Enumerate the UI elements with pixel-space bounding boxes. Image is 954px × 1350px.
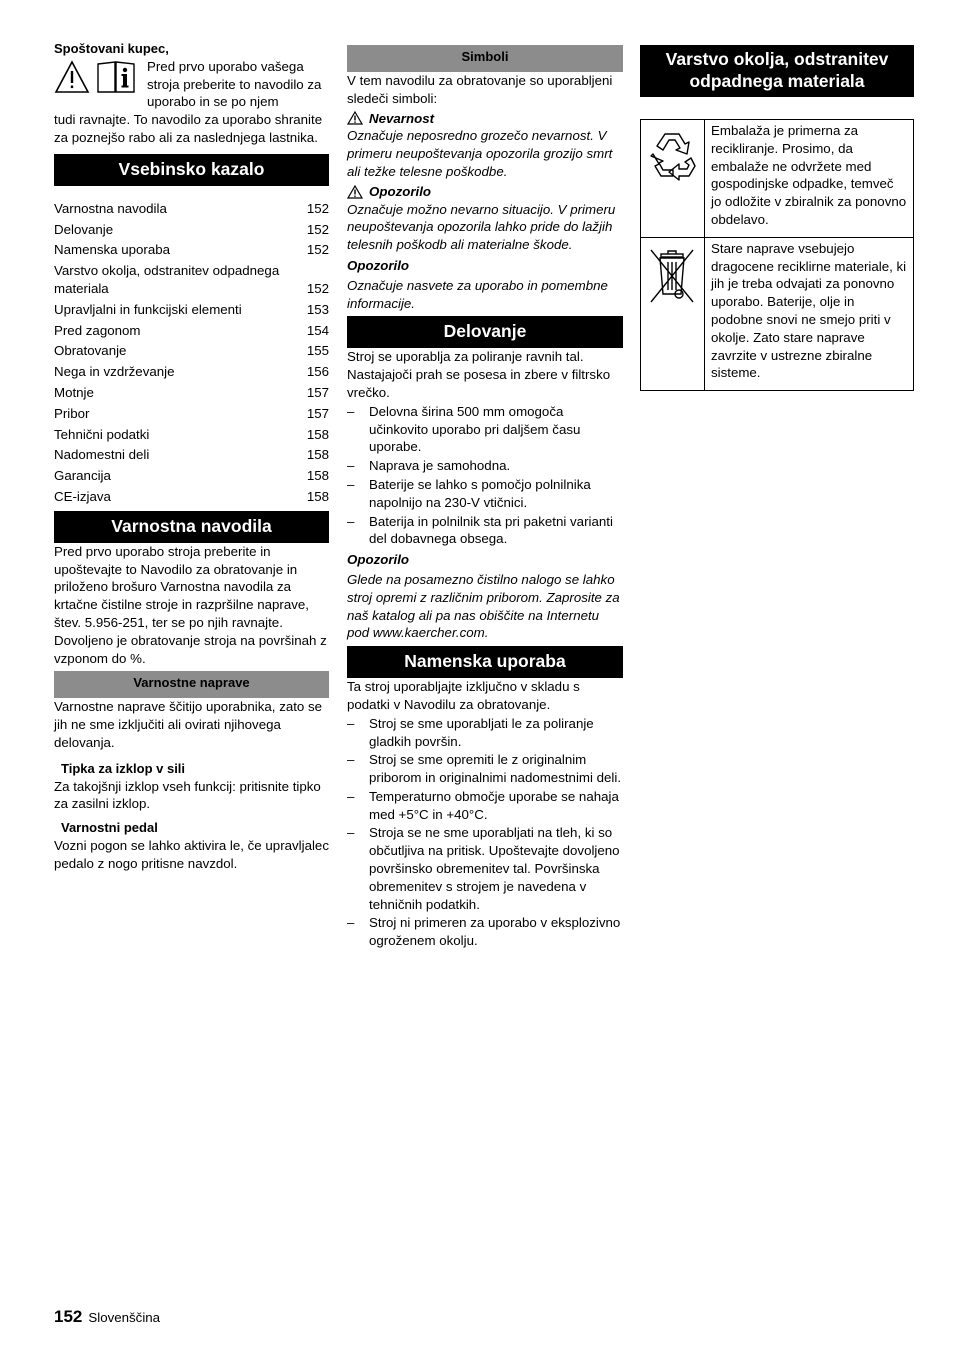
warning-label-row xyxy=(347,183,623,201)
toc-row[interactable] xyxy=(54,322,329,340)
symbols-intro: V tem navodilu za obratovanje so uporabljeni sledeči simboli: xyxy=(347,73,613,106)
toc-page: 154 xyxy=(306,322,329,338)
note-label: Opozorilo xyxy=(347,257,410,273)
safety-heading: Varnostna navodila xyxy=(54,511,329,543)
column-middle xyxy=(347,45,623,950)
toc-label: Varstvo okolja, odstranitev odpadnega materiala xyxy=(54,263,280,296)
list-item: – Stroj se sme opremiti le z originalnim priborom in originalnimi nadomestnimi deli. xyxy=(347,751,623,787)
environment-heading: Varstvo okolja, odstranitev odpadnega materiala xyxy=(640,45,914,97)
safety-devices-text: Varnostne naprave ščitijo uporabnika, zato se jih ne sme izključiti ali ovirati njihovega delovanja. xyxy=(54,699,323,750)
warning-triangle-icon xyxy=(347,111,363,125)
toc-row[interactable] xyxy=(54,241,329,259)
operation-note-text: Glede na posamezno čistilno nalogo se lahko stroj opremi z različnim priborom. Zaprosite za naš katalog ali pa nas obiščite na Internetu pod www.kaercher.com. xyxy=(347,571,620,641)
pedal-text: Vozni pogon se lahko aktivira le, če upravljalec pedalo z nogo pritisne navzdol. xyxy=(54,837,329,871)
toc-page: 152 xyxy=(306,221,329,237)
toc-page: 158 xyxy=(306,447,329,463)
toc-row[interactable] xyxy=(54,221,329,239)
toc-row[interactable] xyxy=(54,262,329,298)
toc-page: 158 xyxy=(306,488,329,504)
warning-triangle-icon xyxy=(54,60,90,94)
toc-page: 157 xyxy=(306,405,329,421)
toc-row[interactable] xyxy=(54,384,329,402)
toc-heading: Vsebinsko kazalo xyxy=(54,154,329,186)
list-item: – Temperaturno območje uporabe se nahaja med +5°C in +40°C. xyxy=(347,788,623,824)
intro-block xyxy=(54,58,329,147)
toc-row[interactable] xyxy=(54,200,329,218)
waste-devices-text: Stare naprave vsebujejo dragocene reciklirne materiale, ki jih je treba odvajati za ponovno uporabo. Baterije, olje in podobne snovi ne smejo priti v okolje. Zato stare naprave zavrzite v ustrezne zbiralne sisteme. xyxy=(705,237,914,390)
toc-label: Obratovanje xyxy=(54,343,127,359)
intro-icons xyxy=(54,60,138,96)
toc-row[interactable] xyxy=(54,405,329,423)
symbols-heading: Simboli xyxy=(347,45,623,72)
toc-page: 152 xyxy=(306,242,329,258)
toc-label: Namenska uporaba xyxy=(54,242,171,258)
toc-page: 155 xyxy=(306,343,329,359)
column-left xyxy=(54,40,329,872)
danger-text: Označuje neposredno grozečo nevarnost. V primeru neupoštevanja opozorila grozijo smrt ali težke telesne poškodbe. xyxy=(347,128,613,179)
toc-page: 158 xyxy=(306,468,329,484)
toc-label: Tehnični podatki xyxy=(54,426,150,442)
toc-label: Nega in vzdrževanje xyxy=(54,364,175,380)
estop-text: Za takojšnji izklop vseh funkcij: pritisnite tipko za zasilni izklop. xyxy=(54,778,321,812)
toc-label: Garancija xyxy=(54,468,111,484)
toc-page: 157 xyxy=(306,384,329,400)
toc-row[interactable] xyxy=(54,446,329,464)
operation-text: Stroj se uporablja za poliranje ravnih tal. Nastajajoči prah se posesa in zbere v filtrsko vrečko. xyxy=(347,349,611,400)
toc-page: 152 xyxy=(306,200,329,216)
operation-list xyxy=(347,403,623,548)
toc-label: Upravljalni in funkcijski elementi xyxy=(54,301,242,317)
intro-text-rest: tudi ravnajte. To navodilo za uporabo shranite za poznejšo rabo ali za naslednjega lastnika. xyxy=(54,112,323,145)
toc-label: Nadomestni deli xyxy=(54,447,150,463)
environment-table xyxy=(640,119,914,391)
estop-heading: Tipka za izklop v sili xyxy=(61,760,186,776)
toc-label: CE-izjava xyxy=(54,488,111,504)
toc-label: Pred zagonom xyxy=(54,322,141,338)
page-footer xyxy=(54,1308,160,1327)
footer-language: Slovenščina xyxy=(88,1310,161,1325)
danger-label: Nevarnost xyxy=(369,110,435,126)
warning-triangle-icon xyxy=(347,185,363,199)
list-item: – Stroj ni primeren za uporabo v eksplozivno ogroženem okolju. xyxy=(347,914,623,950)
crossed-bin-icon xyxy=(643,244,701,308)
toc-row[interactable] xyxy=(54,342,329,360)
intended-use-heading: Namenska uporaba xyxy=(347,646,623,678)
toc-page: 156 xyxy=(306,364,329,380)
toc-row[interactable] xyxy=(54,488,329,506)
toc-label: Motnje xyxy=(54,384,94,400)
toc-page: 158 xyxy=(306,426,329,442)
toc-page: 153 xyxy=(306,301,329,317)
operation-heading: Delovanje xyxy=(347,316,623,348)
table-cell-icon xyxy=(641,237,705,390)
safety-text: Pred prvo uporabo stroja preberite in upoštevajte to Navodilo za obratovanje in priloženo brošuro Varnostna navodila za krtačne čistilne stroje in razpršilne naprave, štev. 5.956-251, ter se po njih ravnajte. Dovoljeno je obratovanje stroja na površinah z vzponom do %. xyxy=(54,543,327,666)
warning-text: Označuje možno nevarno situacijo. V primeru neupoštevanja opozorila lahko pride do lažjih telesnih poškodb ali materialne škode. xyxy=(347,201,616,253)
list-item: – Stroj se sme uporabljati le za poliranje gladkih površin. xyxy=(347,715,623,751)
intro-text-start: Pred prvo uporabo vašega stroja preberite to navodilo za uporabo in se po njem xyxy=(147,58,322,110)
list-item: – Delovna širina 500 mm omogoča učinkovito uporabo pri daljšem času uporabe. xyxy=(347,403,623,456)
warning-label: Opozorilo xyxy=(369,183,432,199)
toc-label: Pribor xyxy=(54,405,90,421)
intended-use-list xyxy=(347,715,623,950)
toc-page: 152 xyxy=(306,280,329,296)
list-item: – Naprava je samohodna. xyxy=(347,457,623,475)
toc-label: Delovanje xyxy=(54,221,114,237)
column-right xyxy=(640,45,914,391)
table-cell-icon xyxy=(641,120,705,238)
pedal-heading: Varnostni pedal xyxy=(61,820,158,836)
toc-row[interactable] xyxy=(54,301,329,319)
toc-row[interactable] xyxy=(54,426,329,444)
table-row xyxy=(641,237,914,390)
note-text: Označuje nasvete za uporabo in pomembne informacije. xyxy=(347,277,608,311)
safety-devices-heading: Varnostne naprave xyxy=(54,671,329,698)
intended-use-text: Ta stroj uporabljajte izključno v skladu s podatki v Navodilu za obratovanje. xyxy=(347,679,580,712)
toc-label: Varnostna navodila xyxy=(54,200,167,216)
manual-info-icon xyxy=(96,60,136,94)
page-number: 152 xyxy=(54,1307,83,1326)
table-row xyxy=(641,120,914,238)
toc-row[interactable] xyxy=(54,467,329,485)
list-item: – Stroja se ne sme uporabljati na tleh, ki so občutljiva na pritisk. Upoštevajte dovoljeno površinsko obremenitev tal. Površinska obremenitev s strojem je navedena v tehničnih podatkih. xyxy=(347,824,623,913)
table-of-contents xyxy=(54,200,329,506)
list-item: – Baterija in polnilnik sta pri paketni varianti del dobavnega obsega. xyxy=(347,513,623,549)
toc-row[interactable] xyxy=(54,363,329,381)
operation-note-label: Opozorilo xyxy=(347,552,410,568)
recycling-icon xyxy=(643,126,701,184)
greeting: Spoštovani kupec, xyxy=(54,41,169,56)
recycling-text: Embalaža je primerna za recikliranje. Prosimo, da embalaže ne odvržete med gospodinjske odpadke, temveč jo odložite v zbiralnik za ponovno obdelavo. xyxy=(705,120,914,238)
list-item: – Baterije se lahko s pomočjo polnilnika napolnijo na 230-V vtičnici. xyxy=(347,476,623,512)
danger-label-row xyxy=(347,110,623,128)
